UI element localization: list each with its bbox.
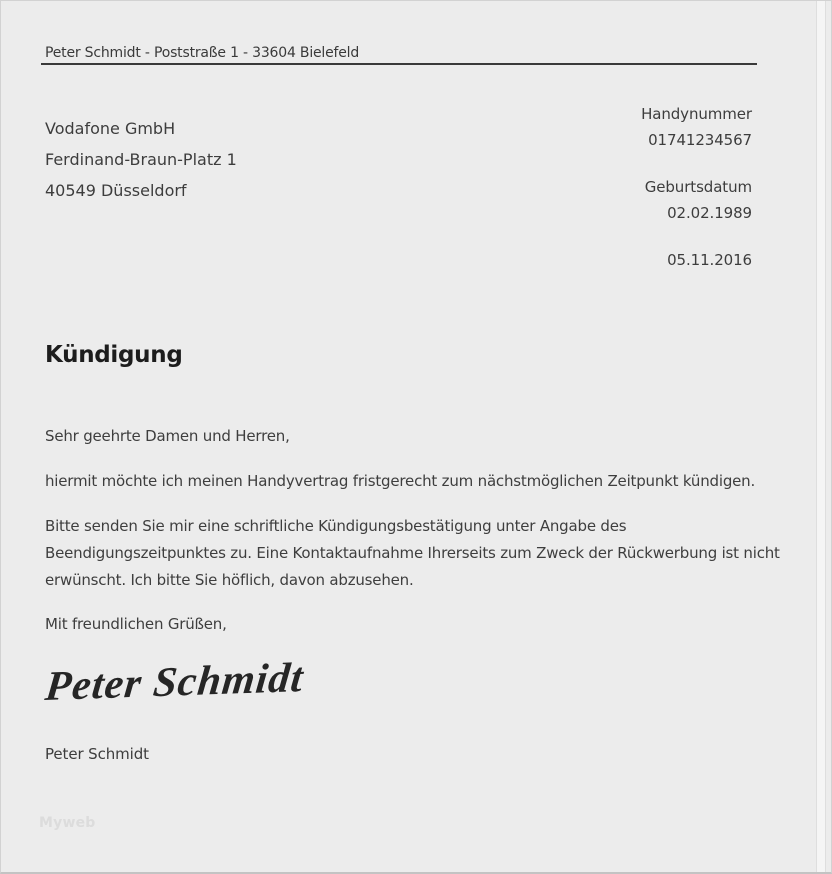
birthdate-value: 02.02.1989 xyxy=(667,204,752,222)
body-paragraph-2-line-1: Bitte senden Sie mir eine schriftliche Kündigungsbestätigung unter Angabe des xyxy=(45,517,627,535)
page-edge-strip xyxy=(816,1,826,872)
phone-number-label: Handynummer xyxy=(641,105,752,123)
birthdate-label: Geburtsdatum xyxy=(644,178,752,196)
recipient-city: 40549 Düsseldorf xyxy=(45,181,187,200)
phone-number-value: 01741234567 xyxy=(648,131,752,149)
salutation: Sehr geehrte Damen und Herren, xyxy=(45,427,290,445)
body-paragraph-1: hiermit möchte ich meinen Handyvertrag fristgerecht zum nächstmöglichen Zeitpunkt kündigen. xyxy=(45,472,756,490)
body-paragraph-2 xyxy=(45,513,780,594)
letter-subject-heading: Kündigung xyxy=(45,342,183,368)
letter-date: 05.11.2016 xyxy=(667,251,752,269)
recipient-street: Ferdinand-Braun-Platz 1 xyxy=(45,150,237,169)
closing-phrase: Mit freundlichen Grüßen, xyxy=(45,615,227,633)
sender-divider-rule xyxy=(41,63,757,65)
body-paragraph-2-line-3: erwünscht. Ich bitte Sie höflich, davon abzusehen. xyxy=(45,571,414,589)
site-watermark: Myweb xyxy=(39,815,96,831)
typed-signature-name: Peter Schmidt xyxy=(45,745,149,763)
sender-address-line: Peter Schmidt - Poststraße 1 - 33604 Bielefeld xyxy=(45,45,360,61)
recipient-name: Vodafone GmbH xyxy=(45,119,176,138)
body-paragraph-2-line-2: Beendigungszeitpunktes zu. Eine Kontaktaufnahme Ihrerseits zum Zweck der Rückwerbung ist nicht xyxy=(45,544,780,562)
recipient-address-block xyxy=(45,113,237,206)
handwritten-signature: Peter Schmidt xyxy=(43,655,306,711)
